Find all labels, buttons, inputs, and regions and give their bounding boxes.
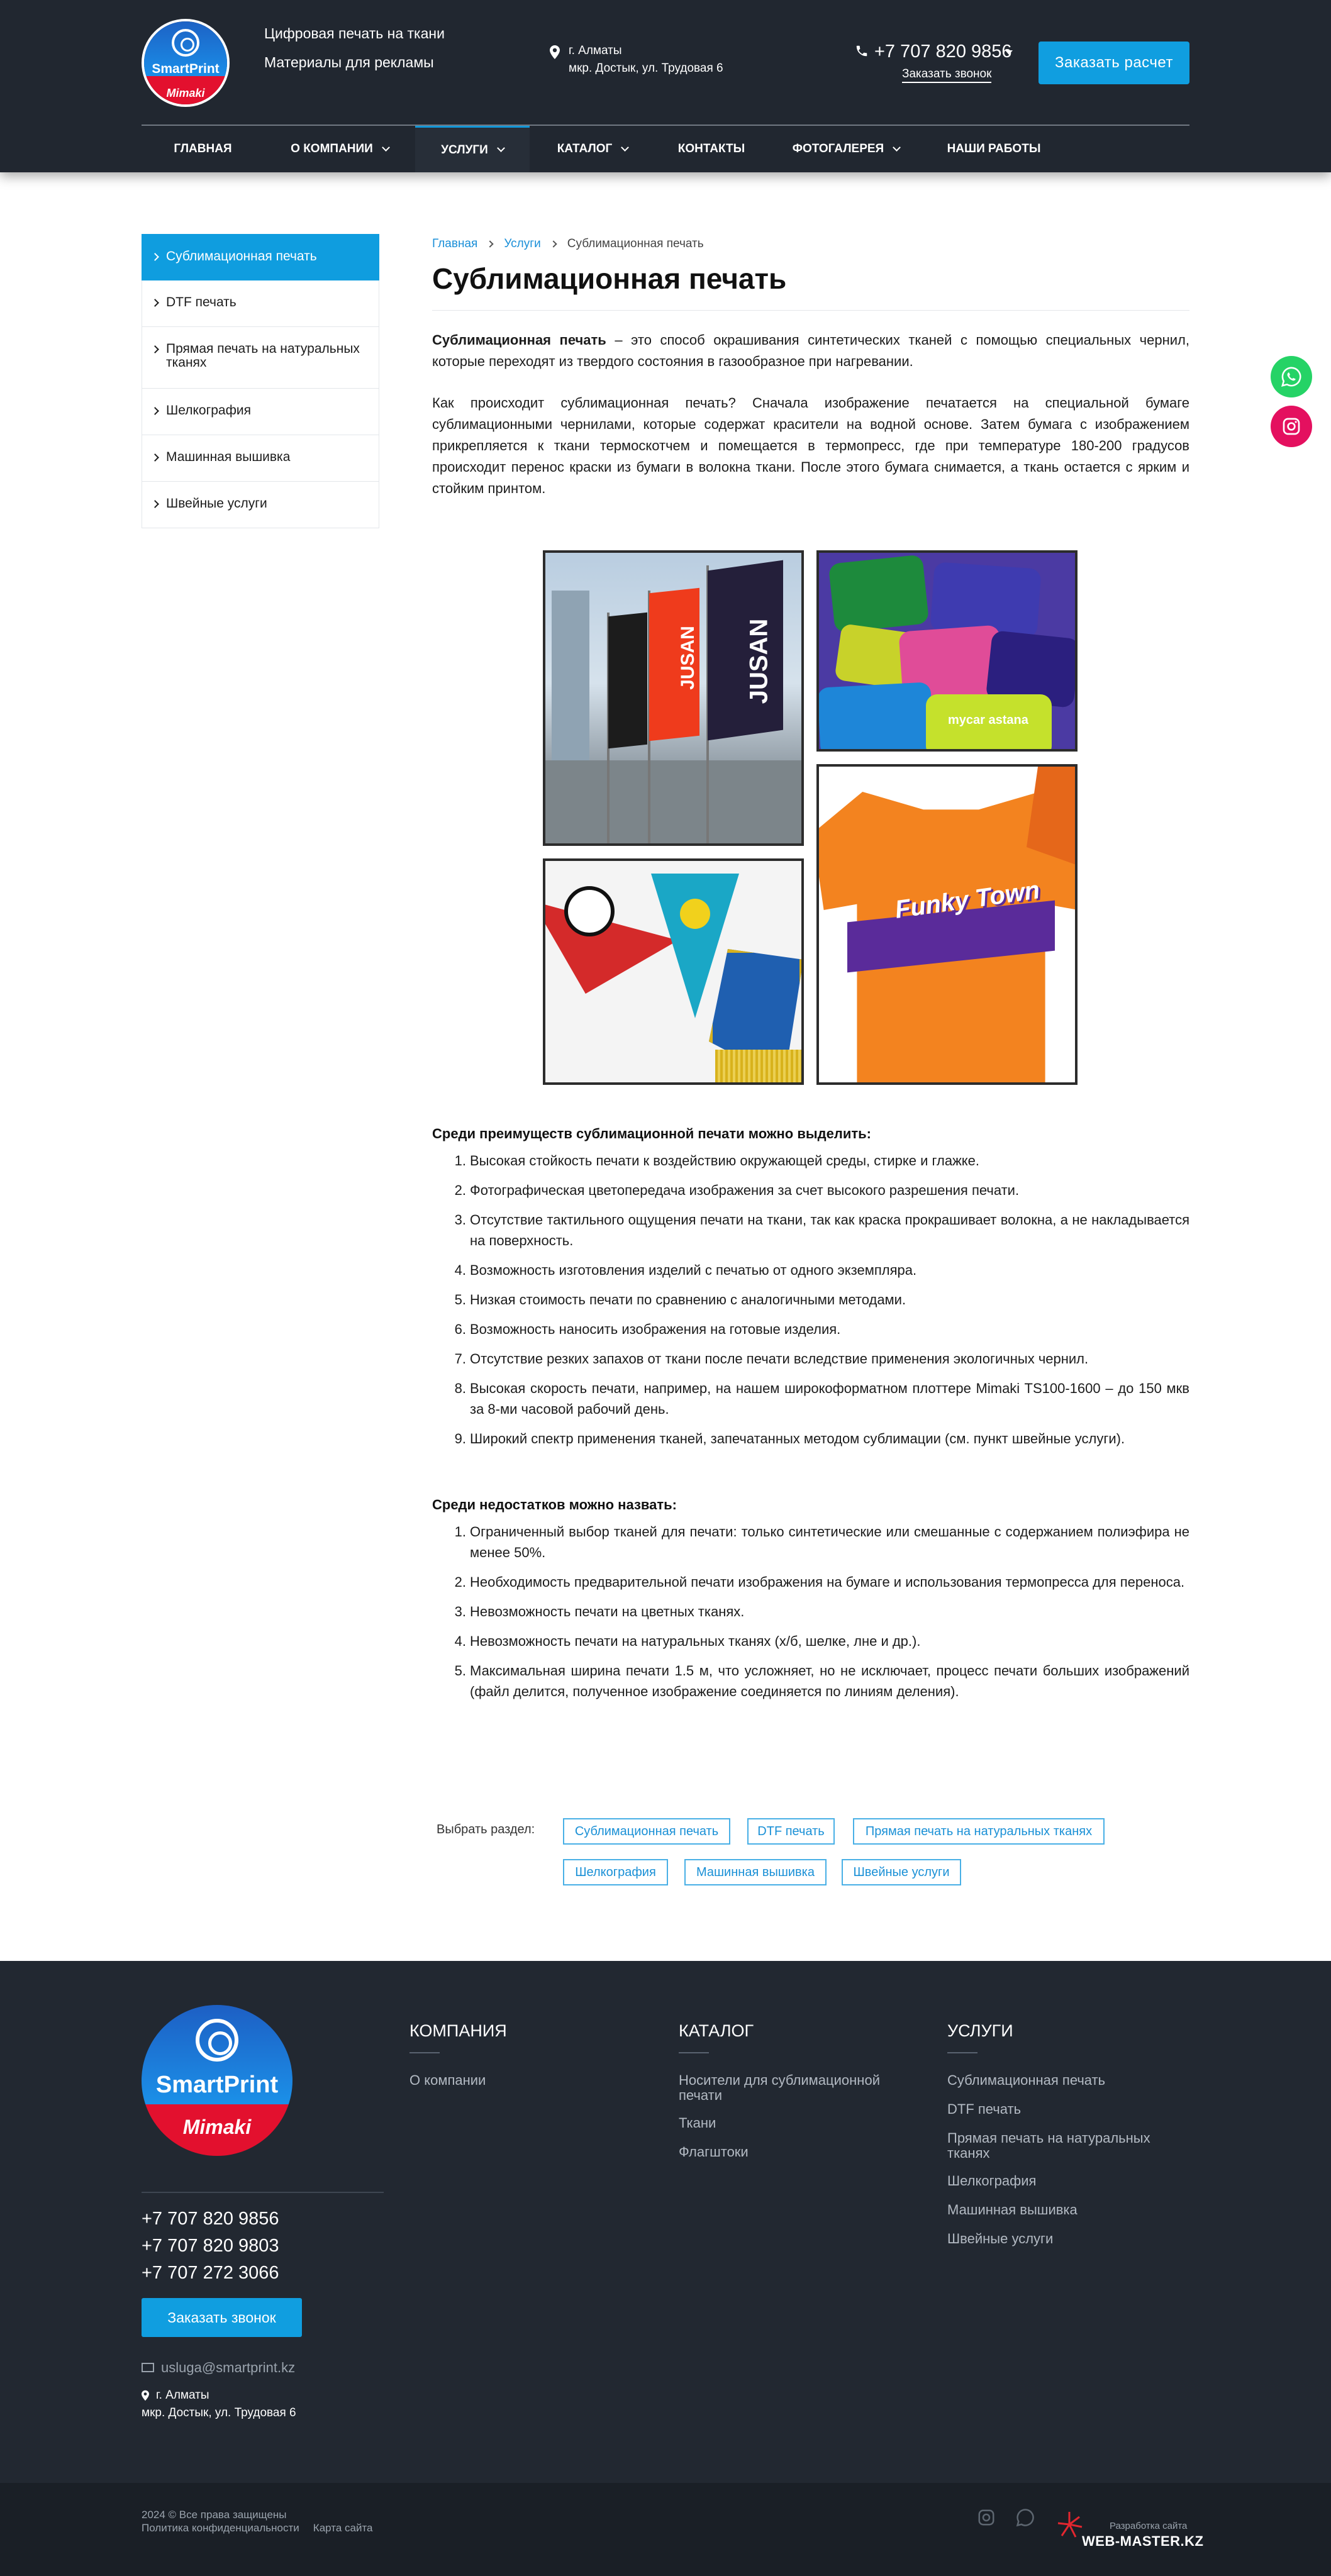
chevron-down-icon — [382, 143, 390, 152]
flag-black-1 — [608, 613, 647, 749]
footer-logo[interactable]: SmartPrint Mimaki — [142, 2005, 292, 2156]
chevron-right-icon — [487, 240, 494, 247]
list-item: 4. Возможность изготовления изделий с печатью от одного экземпляра. — [454, 1262, 917, 1278]
title-divider — [432, 310, 1189, 311]
sidebar-item-direct-print[interactable]: Прямая печать на натуральных тканях — [142, 327, 379, 389]
footer-link-sublimation-media[interactable]: Носители для сублимационной печати — [679, 2072, 880, 2103]
list-item: 3. Невозможность печати на цветных тканях. — [454, 1604, 745, 1619]
web-master-logo-icon — [1054, 2509, 1084, 2540]
sidebar-item-silkscreen[interactable]: Шелкография — [142, 389, 379, 435]
chevron-right-icon — [151, 299, 159, 307]
list-item: 4. Невозможность печати на натуральных тканях (х/б, шелке, лне и др.). — [454, 1633, 921, 1649]
logo-emblem-icon — [196, 2019, 238, 2062]
header-city: г. Алматы — [569, 44, 622, 57]
callback-link[interactable]: Заказать звонок — [902, 67, 991, 83]
footer-link-direct-print[interactable]: Прямая печать на натуральных тканях — [947, 2130, 1150, 2161]
nav-our-works[interactable]: НАШИ РАБОТЫ — [947, 142, 1041, 155]
chevron-right-icon — [151, 253, 159, 261]
breadcrumb-services[interactable]: Услуги — [504, 237, 541, 250]
footer-link-sewing[interactable]: Швейные услуги — [947, 2231, 1054, 2246]
gallery-photo-tshirt[interactable]: Funky Town — [816, 764, 1078, 1085]
tagline-fabric-print: Цифровая печать на ткани — [264, 25, 445, 42]
list-item: 2. Необходимость предварительной печати изображения на бумаге и использования термопресса для переноса. — [454, 1574, 1185, 1590]
list-item: 1. Высокая стойкость печати к воздействию окружающей среды, стирке и глажке. — [454, 1153, 980, 1169]
breadcrumb — [432, 237, 704, 251]
footer-link-embroidery[interactable]: Машинная вышивка — [947, 2202, 1078, 2218]
breadcrumb-home[interactable]: Главная — [432, 237, 478, 250]
developer-link[interactable]: WEB-MASTER.KZ — [1082, 2533, 1204, 2549]
tag-dtf[interactable]: DTF печать — [747, 1818, 835, 1845]
privacy-link[interactable]: Политика конфиденциальности — [142, 2522, 299, 2534]
footer-divider — [142, 2192, 384, 2193]
instagram-float-button[interactable] — [1271, 406, 1312, 447]
location-pin-icon — [142, 2390, 149, 2401]
advantages-list — [432, 1150, 1189, 1458]
footer-link-sublimation[interactable]: Сублимационная печать — [947, 2072, 1106, 2088]
header-address: мкр. Достык, ул. Трудовая 6 — [569, 62, 723, 75]
page-title: Сублимационная печать — [432, 262, 787, 295]
nav-home[interactable]: ГЛАВНАЯ — [174, 142, 232, 155]
list-item: 5. Максимальная ширина печати 1.5 м, что усложняет, но не исключает, процесс печати больших изображений (файл делится, полученное изображение соединяется по линиям деления). — [454, 1663, 1189, 1699]
whatsapp-float-button[interactable] — [1271, 356, 1312, 397]
gallery-photo-flags[interactable]: JUSAN JUSAN — [543, 550, 804, 846]
footer-phone-3[interactable]: +7 707 272 3066 — [142, 2263, 279, 2283]
list-item: 7. Отсутствие резких запахов от ткани после печати вследствие применения экологичных чернил. — [454, 1351, 1089, 1367]
phone-icon — [855, 44, 869, 58]
choose-section-label: Выбрать раздел: — [437, 1823, 535, 1836]
footer-address: мкр. Достык, ул. Трудовая 6 — [142, 2406, 296, 2419]
chevron-right-icon — [151, 407, 159, 415]
list-item: 6. Возможность наносить изображения на готовые изделия. — [454, 1321, 841, 1337]
intro-paragraph: Сублимационная печать – это способ окрашивания синтетических тканей с помощью специальных чернил, которые переходят из твердого состояния в газообразное при нагревании. — [432, 332, 1189, 369]
nav-about[interactable]: О КОМПАНИИ — [264, 126, 415, 172]
process-paragraph: Как происходит сублимационная печать? Сначала изображение печатается на специальной бумаге сублимационными чернилами, которые содержат красители на водной основе. Затем бумага с изображением прикрепляется к ткани термоскотчем и помещается в термопресс, где при температуре 180-200 градусов происходит перенос краски из бумаги в волокна ткани. После этого бумага снимается, а ткань остается с ярким и стойким принтом. — [432, 395, 1189, 496]
footer-services-title: УСЛУГИ — [947, 2021, 1013, 2040]
whatsapp-icon[interactable] — [1016, 2508, 1035, 2527]
footer-phone-2[interactable]: +7 707 820 9803 — [142, 2236, 279, 2256]
nav-services[interactable]: УСЛУГИ — [415, 126, 530, 172]
tag-direct-print[interactable]: Прямая печать на натуральных тканях — [853, 1818, 1105, 1845]
footer-link-about[interactable]: О компании — [409, 2072, 486, 2088]
list-item: 8. Высокая скорость печати, например, на нашем широкоформатном плоттере Mimaki TS100-1600 – до 150 мкв за 8-ми часовой рабочий день. — [454, 1380, 1189, 1417]
order-estimate-button[interactable]: Заказать расчет — [1039, 42, 1189, 84]
nav-contacts[interactable]: КОНТАКТЫ — [677, 142, 745, 155]
instagram-icon — [1281, 416, 1301, 436]
footer-company-title: КОМПАНИЯ — [409, 2021, 507, 2040]
nav-photo-gallery[interactable]: ФОТОГАЛЕРЕЯ — [767, 126, 925, 172]
sidebar-item-sewing[interactable]: Швейные услуги — [142, 482, 379, 528]
chevron-down-icon — [893, 143, 901, 152]
smartprint-logo[interactable]: SmartPrint Mimaki — [142, 19, 230, 107]
tag-sublimation[interactable]: Сублимационная печать — [563, 1818, 730, 1845]
list-item: 3. Отсутствие тактильного ощущения печати на ткани, так как краска прокрашивает волокна, а не накладывается на поверхность. — [454, 1212, 1189, 1248]
gallery-photo-pillows[interactable]: mycar astana — [816, 550, 1078, 752]
tag-silkscreen[interactable]: Шелкография — [563, 1859, 668, 1885]
breadcrumb-current: Сублимационная печать — [567, 237, 704, 250]
footer-link-fabrics[interactable]: Ткани — [679, 2115, 716, 2131]
list-item: 5. Низкая стоимость печати по сравнению с аналогичными методами. — [454, 1292, 906, 1307]
footer-callback-button[interactable]: Заказать звонок — [142, 2298, 302, 2337]
footer-email[interactable]: usluga@smartprint.kz — [161, 2360, 296, 2375]
street-shape — [545, 760, 804, 846]
whatsapp-icon — [1281, 366, 1302, 387]
sidebar-item-dtf[interactable]: DTF печать — [142, 280, 379, 327]
chevron-right-icon — [550, 240, 557, 247]
copyright-text: 2024 © Все права защищены — [142, 2509, 287, 2521]
gallery-photo-pennants[interactable] — [543, 858, 804, 1085]
chevron-right-icon — [151, 500, 159, 508]
list-item: 1. Ограниченный выбор тканей для печати: только синтетические или смешанные с содержанием полиэфира не менее 50%. — [454, 1524, 1189, 1560]
copyright-block — [142, 2508, 373, 2534]
instagram-icon[interactable] — [977, 2508, 996, 2527]
nav-catalog[interactable]: КАТАЛОГ — [530, 126, 655, 172]
tagline-ad-materials: Материалы для рекламы — [264, 54, 434, 70]
mail-icon — [142, 2363, 154, 2372]
tag-sewing[interactable]: Швейные услуги — [842, 1859, 961, 1885]
sidebar-item-sublimation[interactable]: Сублимационная печать — [142, 234, 379, 280]
chevron-down-icon — [621, 143, 629, 152]
location-pin-icon — [550, 45, 560, 59]
disadvantages-list — [432, 1521, 1189, 1711]
developer-label: Разработка сайта — [1110, 2521, 1188, 2531]
chevron-right-icon — [151, 345, 159, 353]
list-item: 2. Фотографическая цветопередача изображения за счет высокого разрешения печати. — [454, 1182, 1020, 1198]
logo-emblem-icon — [172, 29, 199, 57]
tag-embroidery[interactable]: Машинная вышивка — [684, 1859, 827, 1885]
footer-catalog-title: КАТАЛОГ — [679, 2021, 754, 2040]
sitemap-link[interactable]: Карта сайта — [313, 2522, 373, 2534]
disadvantages-title: Среди недостатков можно назвать: — [432, 1497, 677, 1513]
footer-link-dtf[interactable]: DTF печать — [947, 2101, 1022, 2117]
list-item: 9. Широкий спектр применения тканей, запечатанных методом сублимации (см. пункт швейные услуги). — [454, 1431, 1125, 1446]
footer-phone-1[interactable]: +7 707 820 9856 — [142, 2209, 279, 2229]
footer-link-silkscreen[interactable]: Шелкография — [947, 2173, 1037, 2189]
sidebar-item-embroidery[interactable]: Машинная вышивка — [142, 435, 379, 482]
header-phone[interactable]: +7 707 820 9856 — [874, 42, 1012, 62]
advantages-title: Среди преимуществ сублимационной печати можно выделить: — [432, 1126, 871, 1141]
footer-city: г. Алматы — [156, 2389, 209, 2402]
phone-dropdown-icon[interactable] — [1005, 50, 1013, 55]
chevron-right-icon — [151, 453, 159, 462]
chevron-down-icon — [497, 144, 505, 152]
services-sidebar — [142, 234, 379, 528]
footer-link-flagpoles[interactable]: Флагштоки — [679, 2144, 749, 2160]
main-nav — [142, 126, 1189, 172]
site-header — [0, 0, 1331, 172]
